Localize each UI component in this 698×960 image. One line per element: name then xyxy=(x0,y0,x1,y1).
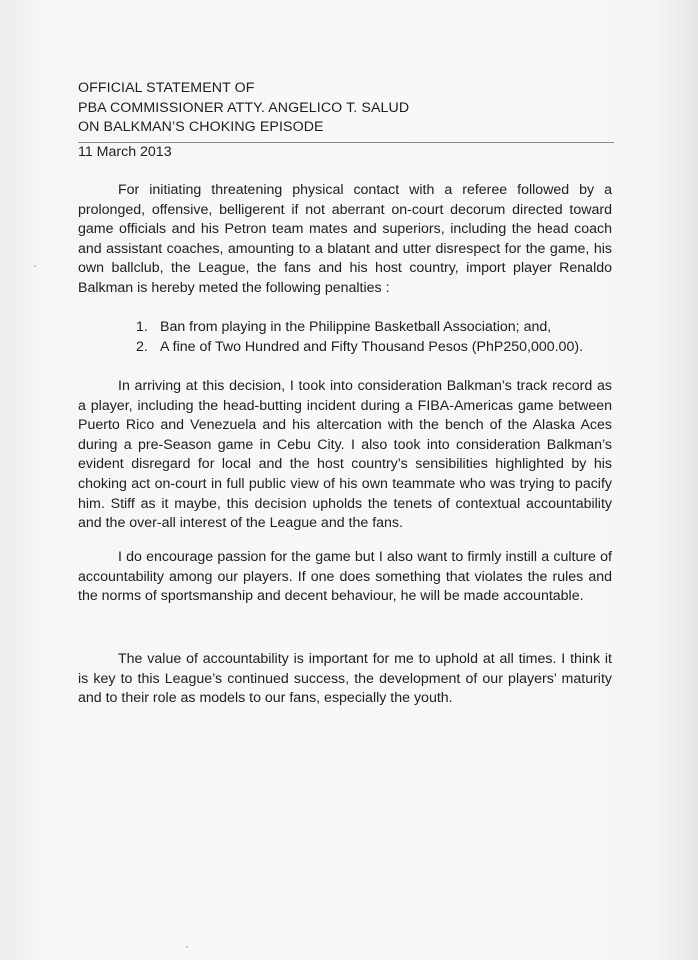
scan-speck xyxy=(34,265,36,267)
paragraph-decision-basis: In arriving at this decision, I took into consideration Balkman’s track record as a player, including the head-butting incident during a FIBA-Americas game between Puerto Rico and Venezuela and his altercation with the bench of the Alaska Aces during a pre-Season game in Cebu City. I also took into consideration Balkman’s evident disregard for local and the host country’s sensibilities highlighted by his choking act on-court in full public view of his own teammate who was trying to pacify him. Stiff as it maybe, this decision upholds the tenets of contextual accountability and the over-all interest of the League and the fans. xyxy=(78,378,612,532)
paragraph-passion-accountability: I do encourage passion for the game but I also want to firmly instill a culture of accountability among our players. If one does something that violates the rules and the norms of sportsmanship and decent behaviour, he will be made accountable. xyxy=(78,549,612,605)
penalty-item xyxy=(136,338,616,358)
penalty-number: 2. xyxy=(136,338,148,355)
header-line-2: PBA COMMISSIONER ATTY. ANGELICO T. SALUD xyxy=(78,99,410,116)
scan-speck xyxy=(186,946,188,948)
statement-date: 11 March 2013 xyxy=(78,144,172,160)
penalty-text: Ban from playing in the Philippine Basketball Association; and, xyxy=(160,319,552,335)
statement-header xyxy=(78,79,614,138)
header-line-1: OFFICIAL STATEMENT OF xyxy=(78,80,255,96)
penalties-list xyxy=(136,318,616,357)
paragraph-penalties-intro: For initiating threatening physical contact with a referee followed by a prolonged, offensive, belligerent if not aberrant on-court decorum directed toward game officials and his Petron team mates and superiors, including the head coach and assistant coaches, amounting to a blatant and utter disrespect for the game, his own ballclub, the League, the fans and his host country, import player Renaldo Balkman is hereby meted the following penalties : xyxy=(78,182,612,296)
penalty-text: A fine of Two Hundred and Fifty Thousand Pesos (PhP250,000.00). xyxy=(160,338,584,355)
header-line-3: ON BALKMAN’S CHOKING EPISODE xyxy=(78,119,324,135)
paragraph-value-accountability: The value of accountability is important for me to uphold at all times. I think it is key to this League’s continued success, the development of our players’ maturity and to their role as models to our fans, especially the youth. xyxy=(78,651,612,707)
penalty-number: 1. xyxy=(136,319,148,335)
penalty-item xyxy=(136,318,616,338)
